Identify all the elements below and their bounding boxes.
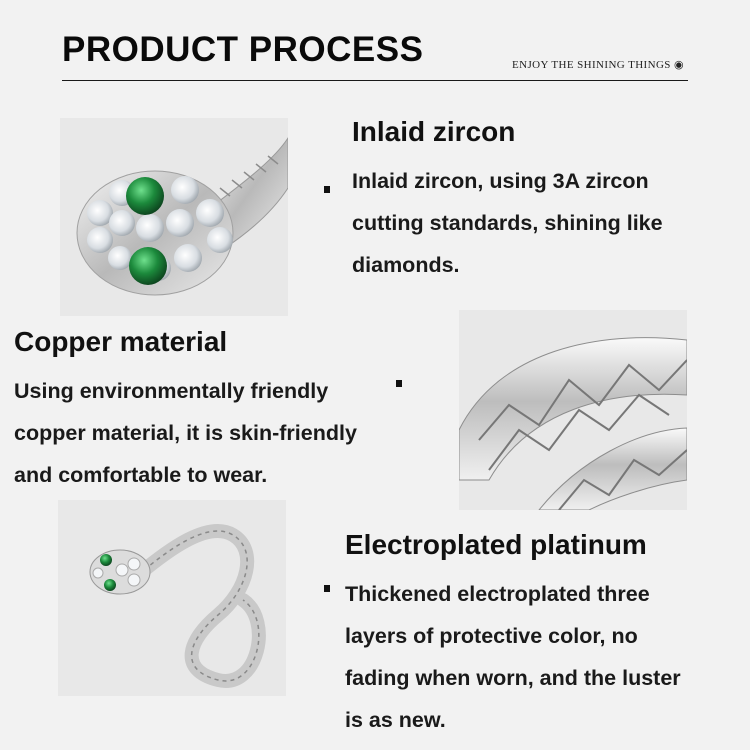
copper-description: Using environmentally friendly copper material, it is skin-friendly and comfortable to wear. bbox=[14, 379, 357, 487]
page-title: PRODUCT PROCESS bbox=[62, 30, 424, 69]
zircon-closeup-illustration bbox=[60, 118, 288, 316]
zircon-description: Inlaid zircon, using 3A zircon cutting standards, shining like diamonds. bbox=[352, 169, 663, 277]
zircon-title: Inlaid zircon bbox=[352, 116, 516, 147]
copper-band-photo bbox=[459, 310, 687, 510]
band-texture-illustration bbox=[459, 310, 687, 510]
platinum-bullet bbox=[324, 585, 330, 592]
zircon-closeup-photo bbox=[60, 118, 288, 316]
copper-title: Copper material bbox=[14, 326, 228, 357]
header-divider bbox=[62, 80, 688, 81]
zircon-bullet bbox=[324, 186, 330, 193]
snake-ring-illustration bbox=[58, 500, 286, 696]
platinum-ring-photo bbox=[58, 500, 286, 696]
brand-tagline: ENJOY THE SHINING THINGS ◉ bbox=[512, 59, 684, 71]
platinum-description: Thickened electroplated three layers of protective color, no fading when worn, and the luster is as new. bbox=[345, 582, 681, 732]
platinum-title: Electroplated platinum bbox=[345, 529, 647, 560]
